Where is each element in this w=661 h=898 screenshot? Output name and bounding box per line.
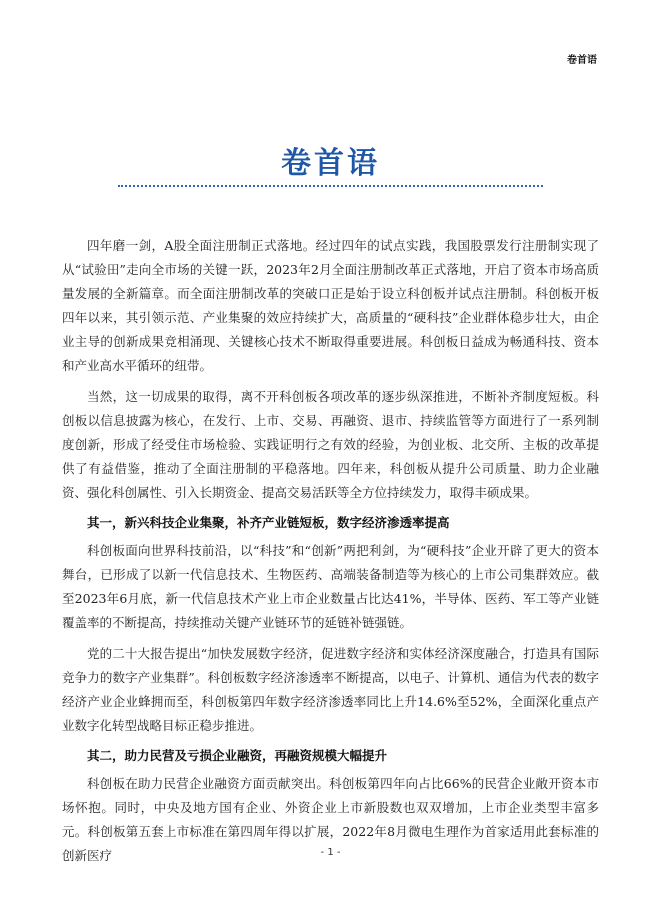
page-title: 卷首语	[281, 146, 380, 181]
section-heading-1: 其一，新兴科技企业集聚，补齐产业链短板，数字经济渗透率提高	[87, 515, 450, 530]
title-divider	[118, 185, 543, 187]
paragraph-intro: 四年磨一剑，A股全面注册制正式落地。经过四年的试点实践，我国股票发行注册制实现了从“试验田”走向全市场的关键一跃，2023年2月全面注册制改革正式落地，开启了资本市场高质量发展的全新篇章。而全面注册制改革的突破口正是始于设立科创板并试点注册制。科创板开板四年以来，其引领示范、产业集聚的效应持续扩大，高质量的“硬科技”企业群体稳步壮大，由企业主导的创新成果竞相涌现、关键核心技术不断取得重要进展。科创板日益成为畅通科技、资本和产业高水平循环的纽带。	[62, 238, 599, 373]
page-number: - 1 -	[320, 847, 341, 858]
running-header-label: 卷首语	[567, 55, 597, 66]
section-heading-2: 其二，助力民营及亏损企业融资，再融资规模大幅提升	[87, 748, 388, 763]
article-body	[62, 234, 599, 875]
paragraph-achievements: 当然，这一切成果的取得，离不开科创板各项改革的逐步纵深推进，不断补齐制度短板。科创板以信息披露为核心，在发行、上市、交易、再融资、退市、持续监管等方面进行了一系列制度创新，形成了经受住市场检验、实践证明行之有效的经验，为创业板、北交所、主板的改革提供了有益借鉴，推动了全面注册制的平稳落地。四年来，科创板从提升公司质量、助力企业融资、强化科创属性、引入长期资金、提高交易活跃等全方位持续发力，取得丰硕成果。	[62, 389, 599, 500]
paragraph-digital-economy: 党的二十大报告提出“加快发展数字经济，促进数字经济和实体经济深度融合，打造具有国际竞争力的数字产业集群”。科创板数字经济渗透率不断提高，以电子、计算机、通信为代表的数字经济产业企业蜂拥而至，科创板第四年数字经济渗透率同比上升14.6%至52%，全面深化重点产业数字化转型战略目标正稳步推进。	[62, 646, 599, 733]
paragraph-private-financing: 科创板在助力民营企业融资方面贡献突出。科创板第四年向占比66%的民营企业敞开资本市场怀抱。同时，中央及地方国有企业、外资企业上市新股数也双双增加，上市企业类型丰富多元。科创板第五套上市标准在第四周年得以扩展，2022年8月微电生理作为首家适用此套标准的创新医疗	[62, 776, 599, 863]
paragraph-tech-cluster: 科创板面向世界科技前沿，以“科技”和“创新”两把利剑，为“硬科技”企业开辟了更大的资本舞台，已形成了以新一代信息技术、生物医药、高端装备制造等为核心的上市公司集群效应。截至2023年6月底，新一代信息技术产业上市企业数量占比达41%，半导体、医药、军工等产业链覆盖率的不断提高，持续推动关键产业链环节的延链补链强链。	[62, 543, 599, 630]
